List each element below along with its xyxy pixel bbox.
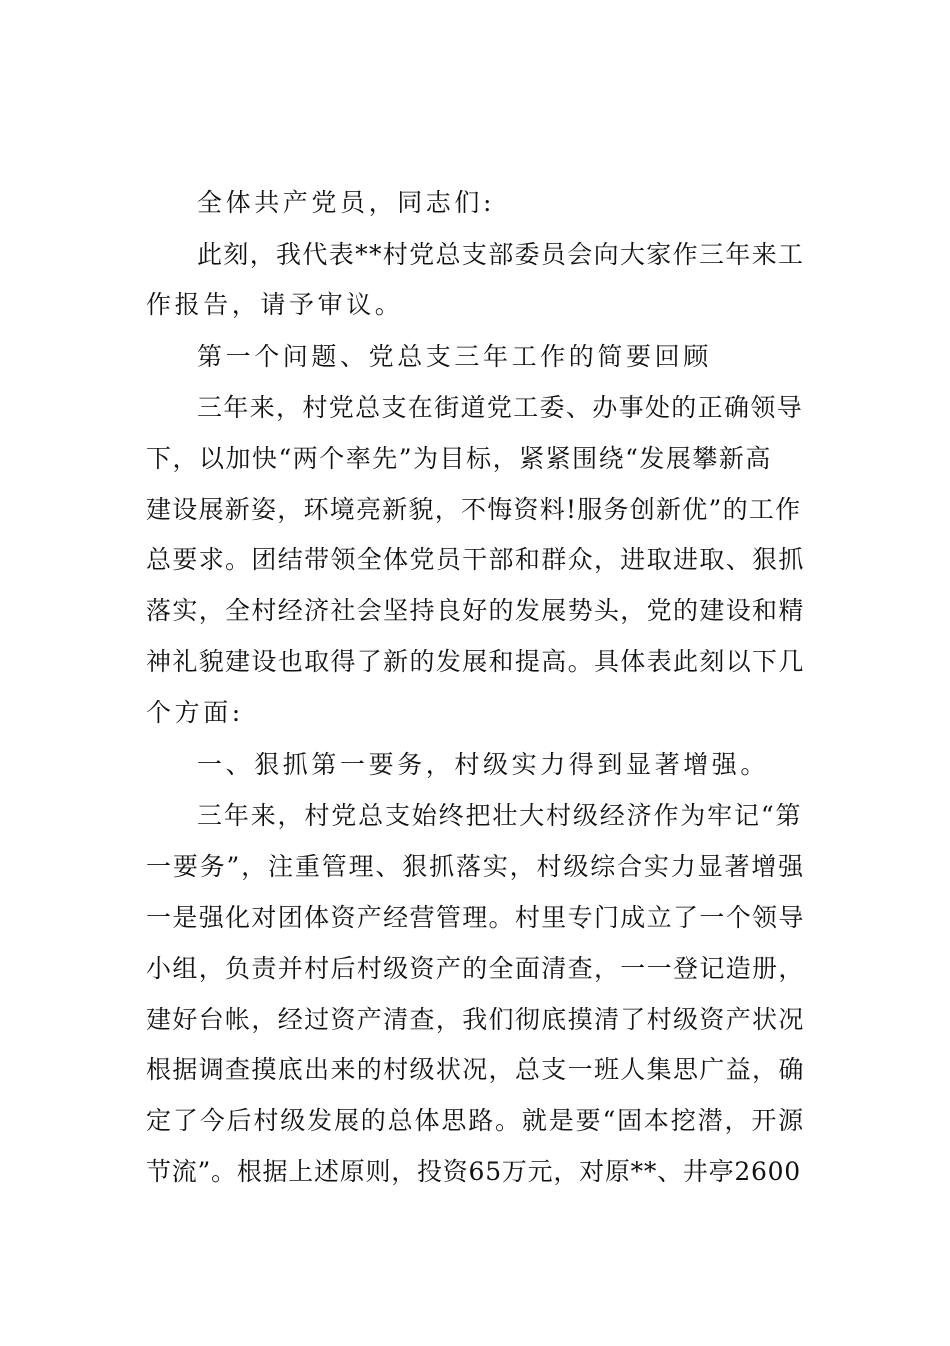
- paragraph-line: 小组，负责并村后村级资产的全面清查，一一登记造册，: [146, 954, 805, 983]
- paragraph-line: 建好台帐，经过资产清查，我们彻底摸清了村级资产状况: [146, 1005, 805, 1034]
- subsection-heading: 一、狠抓第一要务，村级实力得到显著增强。: [197, 750, 770, 779]
- paragraph-line: 定了今后村级发展的总体思路。就是要“固本挖潜，开源: [146, 1106, 806, 1135]
- paragraph-line: 三年来，村党总支在街道党工委、办事处的正确领导: [197, 393, 804, 422]
- paragraph-line: 此刻，我代表**村党总支部委员会向大家作三年来工: [197, 240, 805, 269]
- paragraph-line: 三年来，村党总支始终把壮大村级经济作为牢记“第: [197, 801, 803, 830]
- paragraph-line: 个方面:: [146, 698, 244, 727]
- paragraph-line: 一是强化对团体资产经营管理。村里专门成立了一个领导: [146, 903, 805, 932]
- paragraph-line: 下，以加快“两个率先”为目标，紧紧围绕“发展攀新高: [146, 444, 772, 473]
- paragraph-line: 节流”。根据上述原则，投资65万元，对原**、井亭2600: [146, 1157, 801, 1186]
- paragraph-line: 一要务”，注重管理、狠抓落实，村级综合实力显著增强: [146, 852, 806, 881]
- paragraph-line: 建设展新姿，环境亮新貌，不悔资料!服务创新优”的工作: [146, 495, 802, 524]
- paragraph-line: 作报告，请予审议。: [146, 290, 404, 319]
- section-heading: 第一个问题、党总支三年工作的简要回顾: [197, 342, 712, 371]
- paragraph-line: 总要求。团结带领全体党员干部和群众，进取进取、狠抓: [146, 545, 805, 574]
- salutation-line: 全体共产党员，同志们:: [197, 188, 496, 217]
- paragraph-line: 神礼貌建设也取得了新的发展和提高。具体表此刻以下几: [146, 647, 805, 676]
- paragraph-line: 根据调查摸底出来的村级状况，总支一班人集思广益，确: [146, 1055, 805, 1084]
- paragraph-line: 落实，全村经济社会坚持良好的发展势头，党的建设和精: [146, 596, 805, 625]
